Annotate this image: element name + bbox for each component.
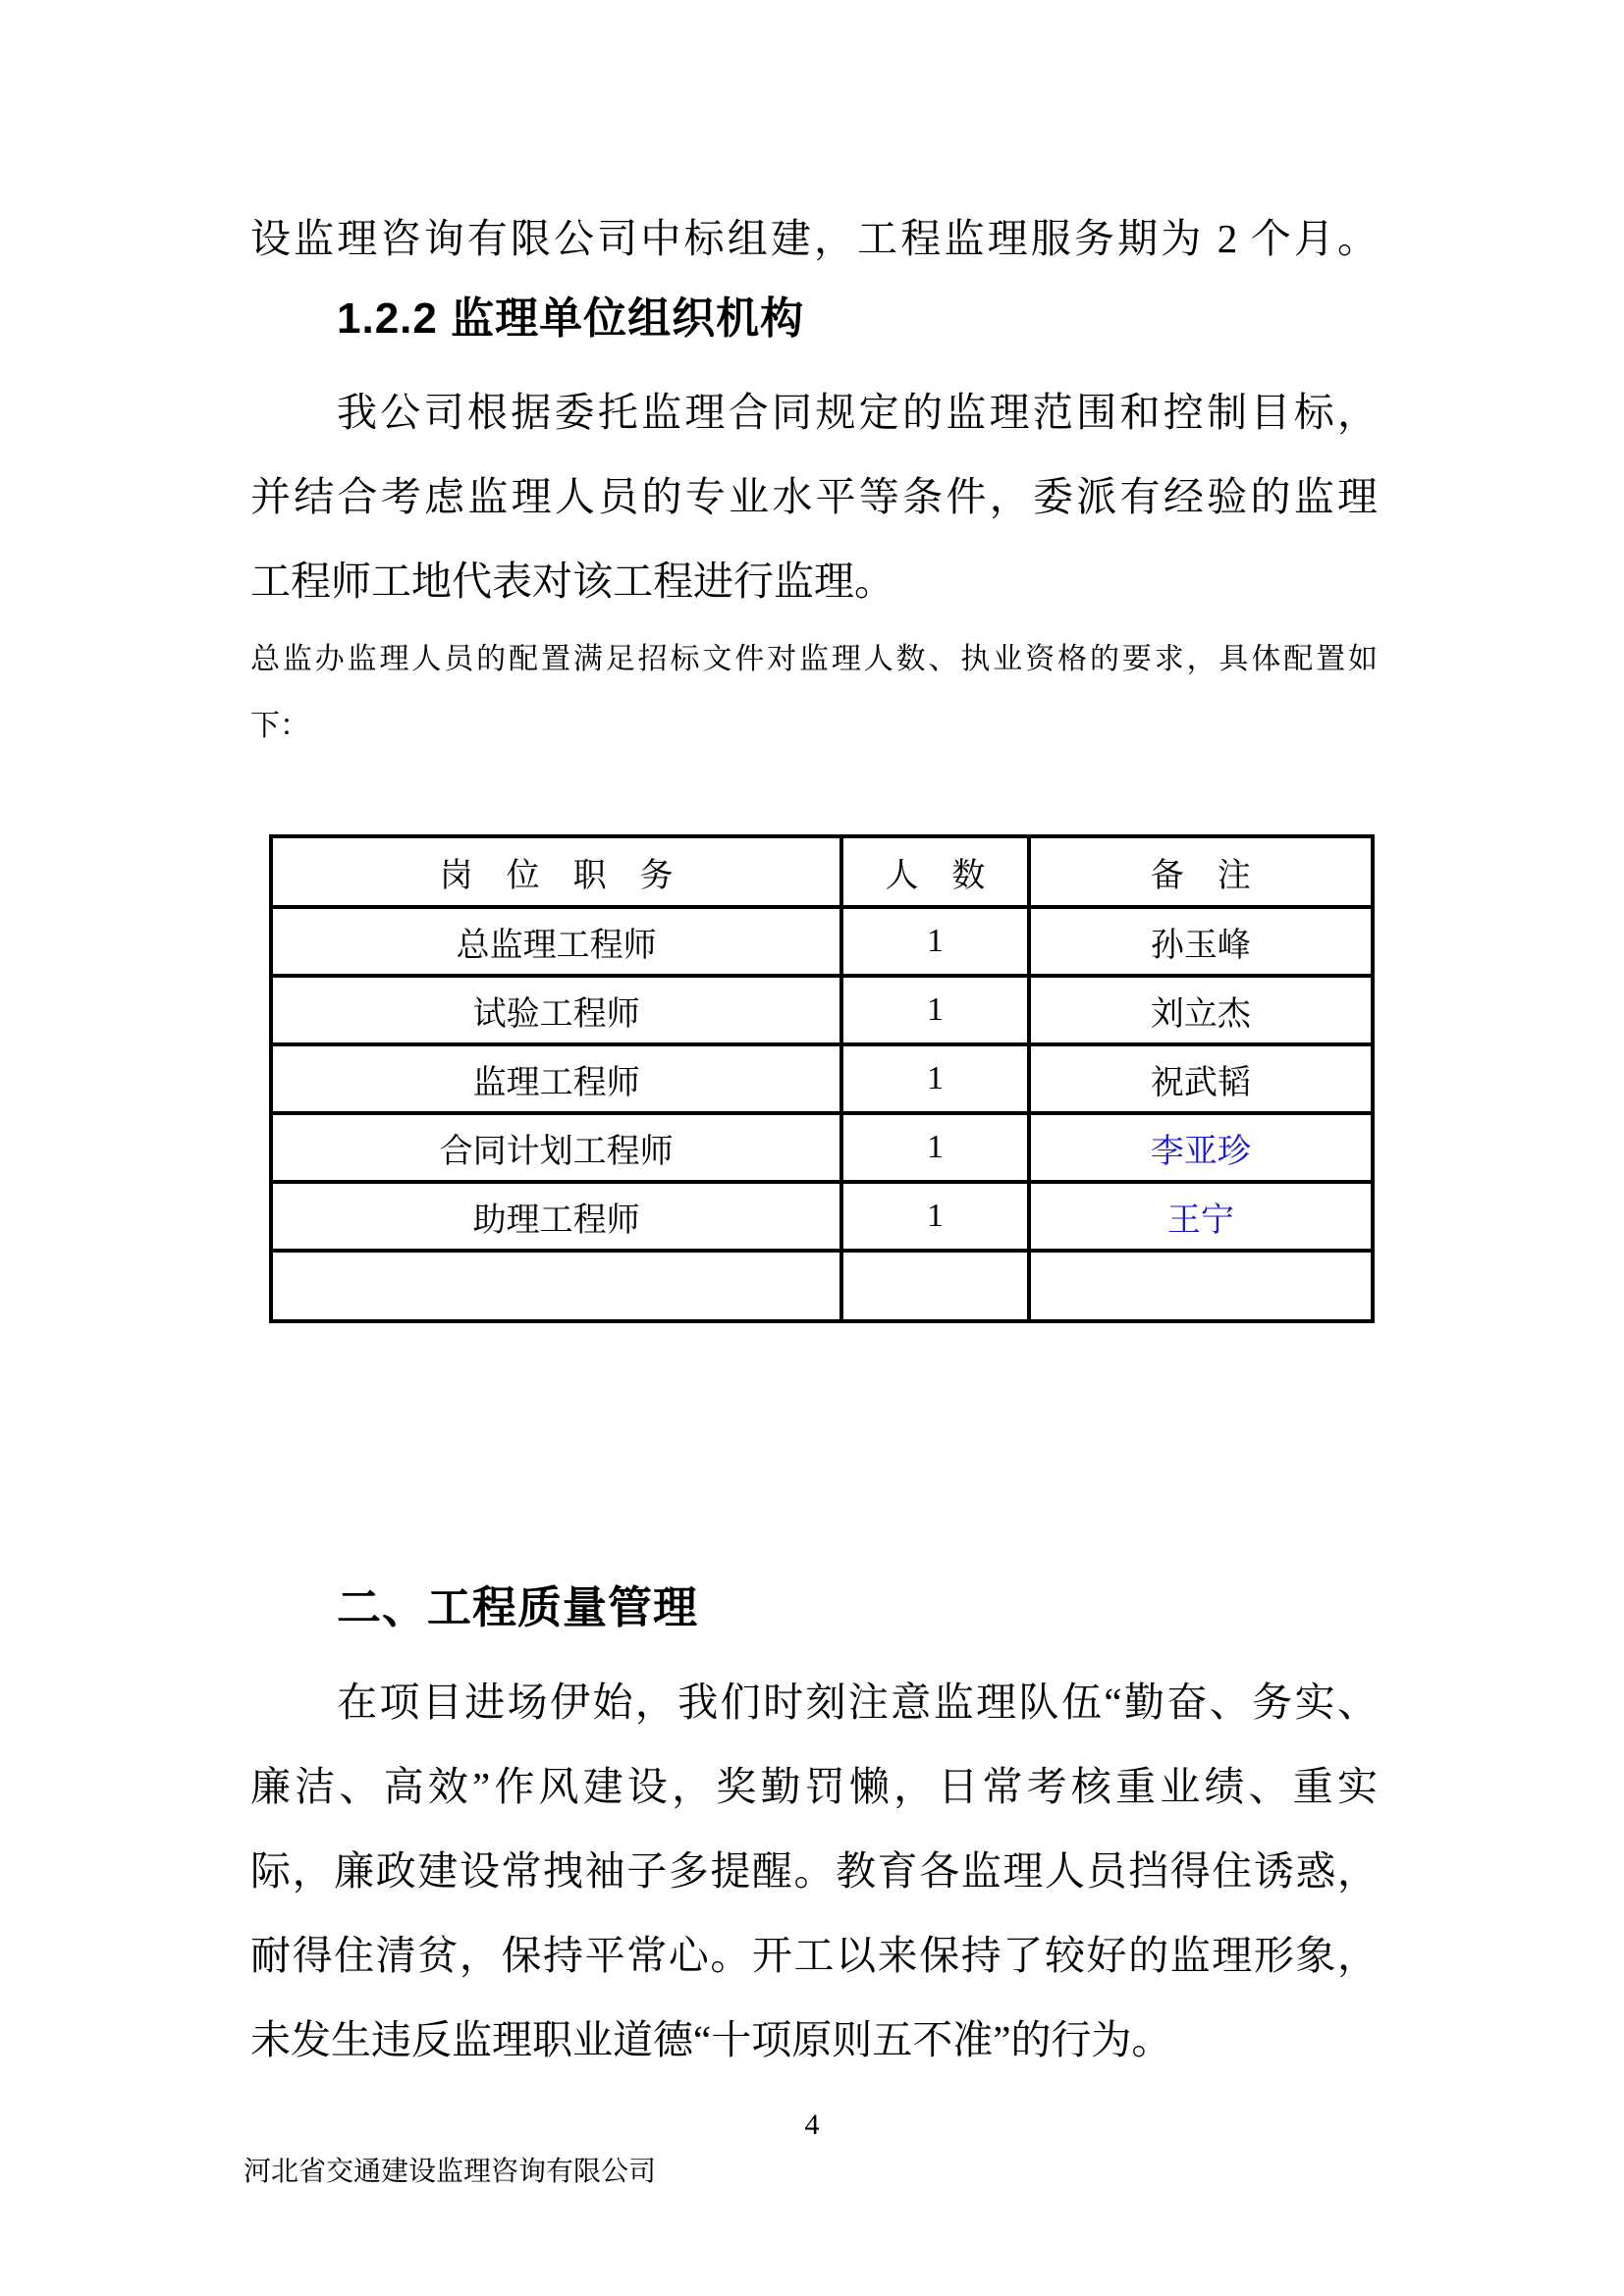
count-cell: 1	[841, 1182, 1028, 1251]
position-cell: 监理工程师	[271, 1044, 841, 1113]
paragraph-line: 在项目进场伊始，我们时刻注意监理队伍“勤奋、务实、	[337, 1680, 1378, 1725]
paragraph-line: 耐得住清贫，保持平常心。开工以来保持了较好的监理形象，	[250, 1933, 1378, 1978]
position-cell: 试验工程师	[271, 976, 841, 1044]
column-header-count: 人 数	[841, 836, 1028, 907]
position-cell: 总监理工程师	[271, 907, 841, 976]
section-122-paragraph-1	[250, 370, 1378, 623]
column-header-remark: 备 注	[1029, 836, 1373, 907]
count-cell: 1	[841, 976, 1028, 1044]
paragraph-line: 工程师工地代表对该工程进行监理。	[250, 559, 894, 604]
table-header-row	[271, 836, 1373, 907]
name-cell: 祝武韬	[1029, 1044, 1373, 1113]
column-header-position: 岗 位 职 务	[271, 836, 841, 907]
staff-table	[269, 834, 1375, 1323]
paragraph-line: 廉洁、高效”作风建设，奖勤罚懒，日常考核重业绩、重实	[250, 1764, 1378, 1809]
name-cell: 王宁	[1029, 1182, 1373, 1251]
table-row	[271, 1113, 1373, 1182]
table-row-empty	[271, 1251, 1373, 1321]
table-row	[271, 907, 1373, 976]
name-cell	[1029, 1251, 1373, 1321]
count-cell: 1	[841, 1113, 1028, 1182]
paragraph-line: 并结合考虑监理人员的专业水平等条件，委派有经验的监理	[250, 474, 1378, 519]
position-cell: 合同计划工程师	[271, 1113, 841, 1182]
paragraph-line: 下：	[250, 710, 309, 742]
count-cell	[841, 1251, 1028, 1321]
paragraph-line: 总监办监理人员的配置满足招标文件对监理人数、执业资格的要求，具体配置如	[250, 643, 1378, 675]
footer-company-name: 河北省交通建设监理咨询有限公司	[244, 2157, 657, 2187]
position-cell: 助理工程师	[271, 1182, 841, 1251]
name-cell: 孙玉峰	[1029, 907, 1373, 976]
table-row	[271, 1044, 1373, 1113]
position-cell	[271, 1251, 841, 1321]
table-row	[271, 976, 1373, 1044]
page-number: 4	[804, 2109, 820, 2141]
paragraph-line: 际，廉政建设常拽袖子多提醒。教育各监理人员挡得住诱惑，	[250, 1848, 1378, 1894]
table-row	[271, 1182, 1373, 1251]
count-cell: 1	[841, 1044, 1028, 1113]
staff-table-body	[271, 836, 1373, 1321]
name-cell: 刘立杰	[1029, 976, 1373, 1044]
intro-line: 设监理咨询有限公司中标组建，工程监理服务期为 2 个月。	[250, 216, 1378, 261]
count-cell: 1	[841, 907, 1028, 976]
section-2-heading: 二、工程质量管理	[337, 1582, 699, 1632]
paragraph-line: 未发生违反监理职业道德“十项原则五不准”的行为。	[250, 2017, 1172, 2062]
section-122-paragraph-2	[250, 626, 1378, 760]
section-2-paragraph	[250, 1660, 1378, 2082]
section-122-heading: 1.2.2 监理单位组织机构	[337, 294, 805, 343]
name-cell: 李亚珍	[1029, 1113, 1373, 1182]
paragraph-line: 我公司根据委托监理合同规定的监理范围和控制目标，	[337, 390, 1378, 435]
